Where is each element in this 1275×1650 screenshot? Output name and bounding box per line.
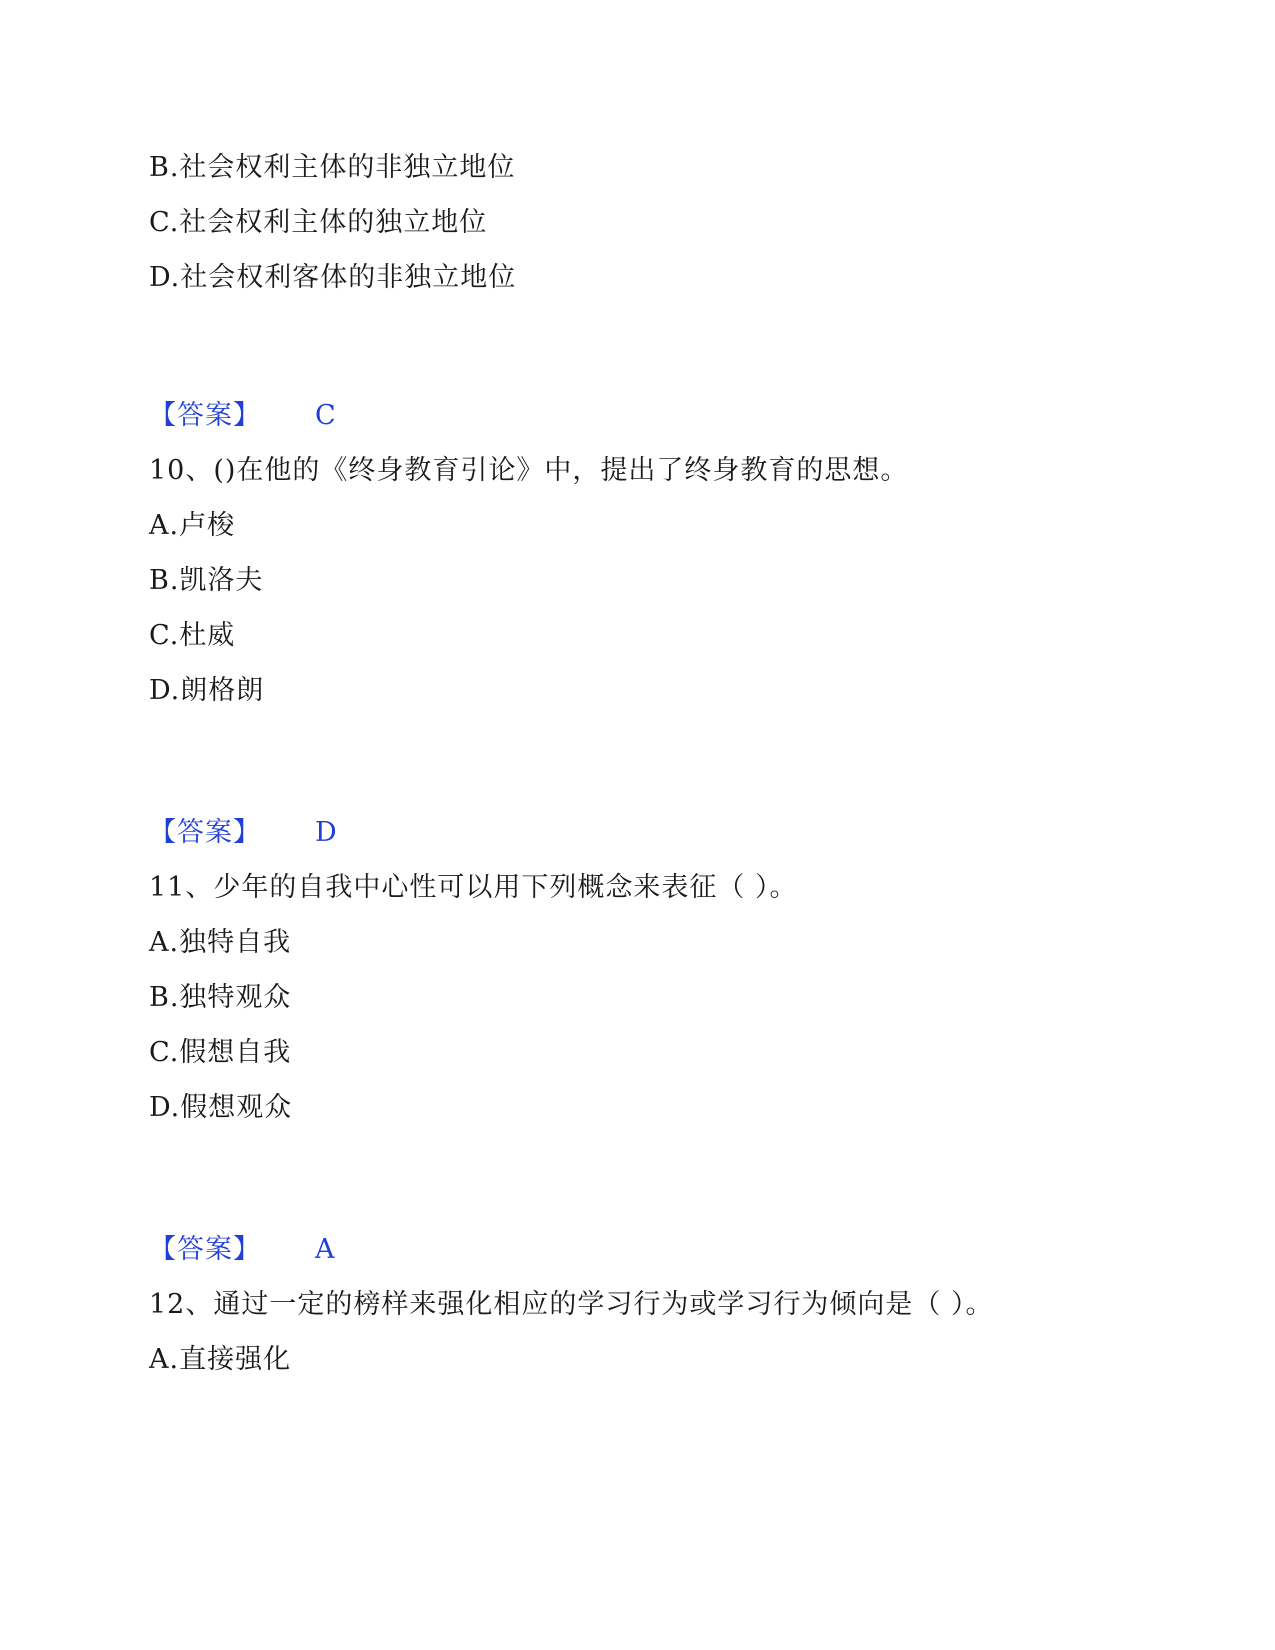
answer-line: [149, 398, 337, 434]
option-a: A.独特自我: [149, 927, 292, 958]
question-text: 12、通过一定的榜样来强化相应的学习行为或学习行为倾向是（ ）。: [149, 1289, 994, 1320]
option-b: B.独特观众: [149, 982, 292, 1013]
option-c: C.假想自我: [149, 1037, 292, 1068]
option-d: D.假想观众: [149, 1092, 293, 1123]
option-d: D.朗格朗: [149, 675, 265, 706]
answer-line: [149, 1232, 336, 1268]
answer-label: 【答案】: [149, 400, 261, 431]
answer-value: D: [315, 817, 338, 848]
answer-value: C: [315, 400, 337, 431]
question-text: 11、少年的自我中心性可以用下列概念来表征（ ）。: [149, 872, 798, 903]
option-c: C.杜威: [149, 620, 236, 651]
question-text: 10、()在他的《终身教育引论》中，提出了终身教育的思想。: [149, 455, 909, 486]
answer-label: 【答案】: [149, 817, 261, 848]
answer-line: [149, 815, 338, 851]
answer-value: A: [315, 1234, 336, 1265]
option-c: C.社会权利主体的独立地位: [149, 207, 488, 238]
answer-label: 【答案】: [149, 1234, 261, 1265]
option-b: B.凯洛夫: [149, 565, 264, 596]
option-d: D.社会权利客体的非独立地位: [149, 262, 517, 293]
option-a: A.直接强化: [149, 1344, 292, 1375]
option-b: B.社会权利主体的非独立地位: [149, 152, 516, 183]
option-a: A.卢梭: [149, 510, 236, 541]
